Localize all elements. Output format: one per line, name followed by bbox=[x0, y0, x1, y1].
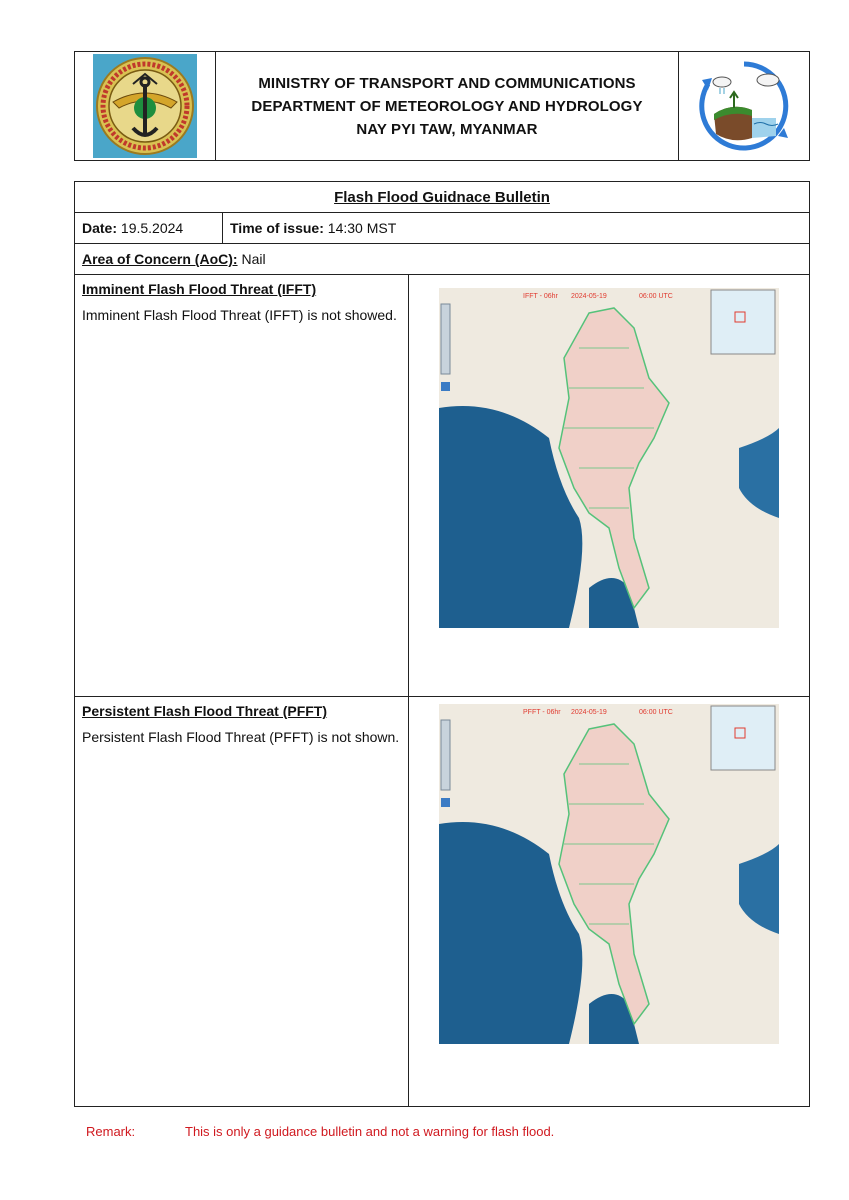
area-cell bbox=[75, 244, 266, 274]
bulletin-title: Flash Flood Guidnace Bulletin bbox=[334, 188, 550, 206]
remark bbox=[86, 1124, 554, 1139]
pfft-map-date: 2024-05-19 bbox=[571, 709, 607, 716]
department-name: DEPARTMENT OF METEOROLOGY AND HYDROLOGY bbox=[251, 97, 643, 115]
remark-label: Remark: bbox=[86, 1124, 136, 1139]
bulletin-table bbox=[74, 181, 810, 1107]
pfft-section bbox=[75, 697, 809, 1106]
ifft-title: Imminent Flash Flood Threat (IFFT) bbox=[82, 281, 317, 297]
date-label: Date: bbox=[82, 220, 118, 236]
bulletin-title-row bbox=[75, 182, 809, 213]
time-cell bbox=[223, 213, 396, 243]
area-row bbox=[75, 244, 809, 275]
letterhead bbox=[74, 51, 810, 161]
date-cell bbox=[75, 213, 223, 243]
ifft-body: Imminent Flash Flood Threat (IFFT) is not showed. bbox=[82, 307, 397, 323]
ministry-name: MINISTRY OF TRANSPORT AND COMMUNICATIONS bbox=[258, 74, 636, 92]
ifft-map-title: IFFT - 06hr bbox=[523, 293, 558, 300]
pfft-map bbox=[439, 704, 779, 1044]
pfft-map-time: 06:00 UTC bbox=[639, 709, 673, 716]
pfft-map-title: PFFT - 06hr bbox=[523, 709, 561, 716]
ifft-map-date: 2024-05-19 bbox=[571, 293, 607, 300]
hydrological-cycle-icon bbox=[692, 58, 796, 154]
ifft-map bbox=[439, 288, 779, 628]
ifft-text bbox=[82, 281, 400, 328]
area-value: Nail bbox=[241, 251, 266, 267]
date-row bbox=[75, 213, 809, 244]
right-logo-cell bbox=[678, 52, 809, 160]
pfft-body: Persistent Flash Flood Threat (PFFT) is not shown. bbox=[82, 729, 400, 745]
remark-text: This is only a guidance bulletin and not a warning for flash flood. bbox=[185, 1124, 555, 1139]
ifft-map-time: 06:00 UTC bbox=[639, 293, 673, 300]
pfft-title: Persistent Flash Flood Threat (PFFT) bbox=[82, 703, 328, 719]
date-value: 19.5.2024 bbox=[120, 220, 184, 236]
ifft-section bbox=[75, 275, 809, 697]
pfft-text bbox=[82, 703, 400, 750]
left-logo-cell bbox=[75, 52, 216, 160]
ministry-emblem-icon bbox=[93, 54, 197, 158]
time-label: Time of issue: bbox=[230, 220, 324, 236]
area-label: Area of Concern (AoC): bbox=[82, 251, 238, 267]
letterhead-title bbox=[216, 52, 678, 160]
time-value: 14:30 MST bbox=[327, 220, 397, 236]
location-name: NAY PYI TAW, MYANMAR bbox=[356, 120, 538, 138]
